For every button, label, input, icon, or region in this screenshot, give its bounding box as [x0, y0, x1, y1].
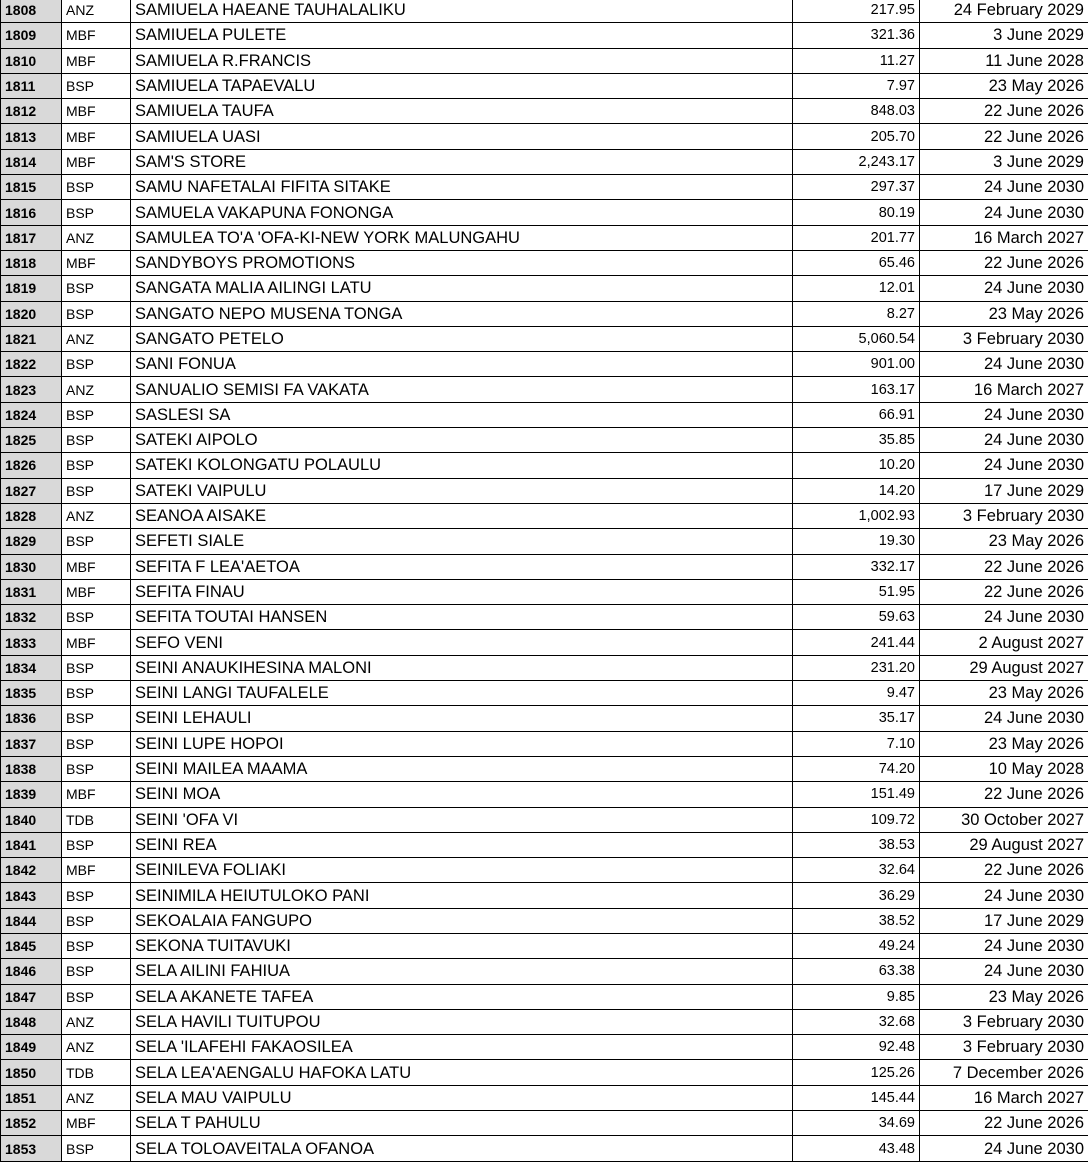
bank-code-cell: ANZ	[62, 225, 131, 250]
amount-cell: 43.48	[793, 1136, 920, 1161]
row-number-cell: 1828	[1, 503, 62, 528]
bank-code-cell: MBF	[62, 48, 131, 73]
bank-code-cell: BSP	[62, 1136, 131, 1161]
date-cell: 22 June 2026	[920, 554, 1088, 579]
account-name-cell: SAMIUELA TAUFA	[131, 99, 793, 124]
bank-code-cell: BSP	[62, 453, 131, 478]
amount-cell: 34.69	[793, 1111, 920, 1136]
table-row	[1, 326, 1088, 351]
amount-cell: 92.48	[793, 1035, 920, 1060]
table-row	[1, 200, 1088, 225]
row-number-cell: 1822	[1, 352, 62, 377]
table-row	[1, 1111, 1088, 1136]
row-number-cell: 1824	[1, 402, 62, 427]
table-row	[1, 782, 1088, 807]
row-number-cell: 1819	[1, 276, 62, 301]
date-cell: 23 May 2026	[920, 73, 1088, 98]
row-number-cell: 1830	[1, 554, 62, 579]
row-number-cell: 1823	[1, 377, 62, 402]
account-name-cell: SEINI LANGI TAUFALELE	[131, 681, 793, 706]
amount-cell: 36.29	[793, 883, 920, 908]
bank-code-cell: TDB	[62, 807, 131, 832]
row-number-cell: 1831	[1, 579, 62, 604]
bank-code-cell: MBF	[62, 1111, 131, 1136]
amount-cell: 38.53	[793, 832, 920, 857]
amount-cell: 9.85	[793, 984, 920, 1009]
account-name-cell: SEFETI SIALE	[131, 529, 793, 554]
account-name-cell: SATEKI KOLONGATU POLAULU	[131, 453, 793, 478]
row-number-cell: 1840	[1, 807, 62, 832]
row-number-cell: 1810	[1, 48, 62, 73]
date-cell: 24 June 2030	[920, 959, 1088, 984]
date-cell: 17 June 2029	[920, 908, 1088, 933]
date-cell: 24 June 2030	[920, 402, 1088, 427]
table-row	[1, 1035, 1088, 1060]
date-cell: 3 February 2030	[920, 1035, 1088, 1060]
row-number-cell: 1811	[1, 73, 62, 98]
amount-cell: 5,060.54	[793, 326, 920, 351]
row-number-cell: 1820	[1, 301, 62, 326]
table-row	[1, 832, 1088, 857]
bank-code-cell: MBF	[62, 99, 131, 124]
bank-code-cell: ANZ	[62, 377, 131, 402]
account-name-cell: SEFITA F LEA'AETOA	[131, 554, 793, 579]
table-row	[1, 48, 1088, 73]
row-number-cell: 1826	[1, 453, 62, 478]
table-row	[1, 959, 1088, 984]
date-cell: 22 June 2026	[920, 579, 1088, 604]
bank-code-cell: BSP	[62, 352, 131, 377]
table-row	[1, 124, 1088, 149]
amount-cell: 19.30	[793, 529, 920, 554]
date-cell: 16 March 2027	[920, 1085, 1088, 1110]
table-row	[1, 883, 1088, 908]
table-row	[1, 0, 1088, 23]
row-number-cell: 1841	[1, 832, 62, 857]
date-cell: 17 June 2029	[920, 478, 1088, 503]
account-name-cell: SAMULEA TO'A 'OFA-KI-NEW YORK MALUNGAHU	[131, 225, 793, 250]
row-number-cell: 1829	[1, 529, 62, 554]
table-row	[1, 933, 1088, 958]
row-number-cell: 1815	[1, 175, 62, 200]
amount-cell: 332.17	[793, 554, 920, 579]
amount-cell: 2,243.17	[793, 149, 920, 174]
date-cell: 22 June 2026	[920, 250, 1088, 275]
amount-cell: 297.37	[793, 175, 920, 200]
bank-code-cell: BSP	[62, 529, 131, 554]
account-name-cell: SELA TOLOAVEITALA OFANOA	[131, 1136, 793, 1161]
date-cell: 24 June 2030	[920, 883, 1088, 908]
bank-code-cell: BSP	[62, 655, 131, 680]
row-number-cell: 1845	[1, 933, 62, 958]
table-row	[1, 276, 1088, 301]
amount-cell: 14.20	[793, 478, 920, 503]
date-cell: 29 August 2027	[920, 655, 1088, 680]
row-number-cell: 1842	[1, 858, 62, 883]
date-cell: 23 May 2026	[920, 529, 1088, 554]
bank-code-cell: MBF	[62, 579, 131, 604]
account-name-cell: SEANOA AISAKE	[131, 503, 793, 528]
account-name-cell: SEINILEVA FOLIAKI	[131, 858, 793, 883]
date-cell: 3 February 2030	[920, 503, 1088, 528]
account-name-cell: SEKOALAIA FANGUPO	[131, 908, 793, 933]
bank-code-cell: BSP	[62, 908, 131, 933]
date-cell: 7 December 2026	[920, 1060, 1088, 1085]
date-cell: 22 June 2026	[920, 124, 1088, 149]
bank-code-cell: MBF	[62, 124, 131, 149]
bank-code-cell: MBF	[62, 23, 131, 48]
amount-cell: 205.70	[793, 124, 920, 149]
account-name-cell: SAM'S STORE	[131, 149, 793, 174]
account-name-cell: SANGATO PETELO	[131, 326, 793, 351]
bank-code-cell: BSP	[62, 706, 131, 731]
table-row	[1, 377, 1088, 402]
amount-cell: 1,002.93	[793, 503, 920, 528]
date-cell: 11 June 2028	[920, 48, 1088, 73]
account-name-cell: SEINI REA	[131, 832, 793, 857]
amount-cell: 32.68	[793, 1009, 920, 1034]
table-row	[1, 908, 1088, 933]
amount-cell: 9.47	[793, 681, 920, 706]
account-name-cell: SAMIUELA HAEANE TAUHALALIKU	[131, 0, 793, 23]
account-name-cell: SEINI LEHAULI	[131, 706, 793, 731]
amount-cell: 7.97	[793, 73, 920, 98]
bank-code-cell: BSP	[62, 428, 131, 453]
bank-code-cell: BSP	[62, 756, 131, 781]
table-row	[1, 352, 1088, 377]
row-number-cell: 1818	[1, 250, 62, 275]
table-row	[1, 478, 1088, 503]
date-cell: 3 February 2030	[920, 326, 1088, 351]
account-name-cell: SAMU NAFETALAI FIFITA SITAKE	[131, 175, 793, 200]
date-cell: 23 May 2026	[920, 731, 1088, 756]
row-number-cell: 1844	[1, 908, 62, 933]
table-row	[1, 1009, 1088, 1034]
amount-cell: 80.19	[793, 200, 920, 225]
date-cell: 22 June 2026	[920, 1111, 1088, 1136]
account-name-cell: SAMIUELA TAPAEVALU	[131, 73, 793, 98]
row-number-cell: 1832	[1, 605, 62, 630]
row-number-cell: 1821	[1, 326, 62, 351]
row-number-cell: 1827	[1, 478, 62, 503]
date-cell: 24 June 2030	[920, 605, 1088, 630]
table-row	[1, 984, 1088, 1009]
bank-code-cell: ANZ	[62, 1009, 131, 1034]
row-number-cell: 1814	[1, 149, 62, 174]
amount-cell: 63.38	[793, 959, 920, 984]
amount-cell: 231.20	[793, 655, 920, 680]
amount-cell: 66.91	[793, 402, 920, 427]
account-name-cell: SANGATA MALIA AILINGI LATU	[131, 276, 793, 301]
date-cell: 23 May 2026	[920, 301, 1088, 326]
account-name-cell: SASLESI SA	[131, 402, 793, 427]
account-name-cell: SELA LEA'AENGALU HAFOKA LATU	[131, 1060, 793, 1085]
bank-code-cell: TDB	[62, 1060, 131, 1085]
account-name-cell: SAMIUELA PULETE	[131, 23, 793, 48]
table-row	[1, 503, 1088, 528]
bank-code-cell: BSP	[62, 200, 131, 225]
table-row	[1, 402, 1088, 427]
amount-cell: 151.49	[793, 782, 920, 807]
table-row	[1, 554, 1088, 579]
date-cell: 10 May 2028	[920, 756, 1088, 781]
row-number-cell: 1816	[1, 200, 62, 225]
bank-code-cell: BSP	[62, 73, 131, 98]
date-cell: 24 June 2030	[920, 175, 1088, 200]
account-name-cell: SELA AILINI FAHIUA	[131, 959, 793, 984]
row-number-cell: 1817	[1, 225, 62, 250]
account-name-cell: SEINI 'OFA VI	[131, 807, 793, 832]
amount-cell: 32.64	[793, 858, 920, 883]
table-row	[1, 301, 1088, 326]
account-name-cell: SEFITA TOUTAI HANSEN	[131, 605, 793, 630]
date-cell: 24 June 2030	[920, 1136, 1088, 1161]
row-number-cell: 1812	[1, 99, 62, 124]
date-cell: 24 June 2030	[920, 276, 1088, 301]
date-cell: 24 June 2030	[920, 706, 1088, 731]
date-cell: 16 March 2027	[920, 377, 1088, 402]
table-row	[1, 1060, 1088, 1085]
amount-cell: 49.24	[793, 933, 920, 958]
amount-cell: 59.63	[793, 605, 920, 630]
account-name-cell: SANUALIO SEMISI FA VAKATA	[131, 377, 793, 402]
table-row	[1, 529, 1088, 554]
date-cell: 24 February 2029	[920, 0, 1088, 23]
account-name-cell: SANDYBOYS PROMOTIONS	[131, 250, 793, 275]
row-number-cell: 1838	[1, 756, 62, 781]
row-number-cell: 1852	[1, 1111, 62, 1136]
table-row	[1, 453, 1088, 478]
row-number-cell: 1853	[1, 1136, 62, 1161]
amount-cell: 848.03	[793, 99, 920, 124]
account-name-cell: SANI FONUA	[131, 352, 793, 377]
account-name-cell: SEINI LUPE HOPOI	[131, 731, 793, 756]
amount-cell: 125.26	[793, 1060, 920, 1085]
date-cell: 30 October 2027	[920, 807, 1088, 832]
table-row	[1, 655, 1088, 680]
bank-code-cell: BSP	[62, 933, 131, 958]
date-cell: 24 June 2030	[920, 352, 1088, 377]
amount-cell: 241.44	[793, 630, 920, 655]
row-number-cell: 1847	[1, 984, 62, 1009]
row-number-cell: 1849	[1, 1035, 62, 1060]
table-body	[1, 0, 1088, 1161]
account-name-cell: SAMIUELA UASI	[131, 124, 793, 149]
table-row	[1, 858, 1088, 883]
amount-cell: 217.95	[793, 0, 920, 23]
date-cell: 3 June 2029	[920, 149, 1088, 174]
date-cell: 29 August 2027	[920, 832, 1088, 857]
date-cell: 22 June 2026	[920, 782, 1088, 807]
bank-code-cell: BSP	[62, 681, 131, 706]
account-name-cell: SEINIMILA HEIUTULOKO PANI	[131, 883, 793, 908]
date-cell: 24 June 2030	[920, 200, 1088, 225]
amount-cell: 109.72	[793, 807, 920, 832]
bank-code-cell: ANZ	[62, 0, 131, 23]
row-number-cell: 1834	[1, 655, 62, 680]
account-name-cell: SELA HAVILI TUITUPOU	[131, 1009, 793, 1034]
bank-code-cell: BSP	[62, 605, 131, 630]
date-cell: 2 August 2027	[920, 630, 1088, 655]
amount-cell: 11.27	[793, 48, 920, 73]
date-cell: 22 June 2026	[920, 99, 1088, 124]
account-name-cell: SATEKI VAIPULU	[131, 478, 793, 503]
date-cell: 23 May 2026	[920, 681, 1088, 706]
date-cell: 3 June 2029	[920, 23, 1088, 48]
account-name-cell: SEINI ANAUKIHESINA MALONI	[131, 655, 793, 680]
account-name-cell: SAMIUELA R.FRANCIS	[131, 48, 793, 73]
account-name-cell: SEINI MOA	[131, 782, 793, 807]
account-name-cell: SEINI MAILEA MAAMA	[131, 756, 793, 781]
bank-code-cell: BSP	[62, 301, 131, 326]
row-number-cell: 1846	[1, 959, 62, 984]
account-name-cell: SANGATO NEPO MUSENA TONGA	[131, 301, 793, 326]
row-number-cell: 1850	[1, 1060, 62, 1085]
bank-code-cell: MBF	[62, 630, 131, 655]
row-number-cell: 1833	[1, 630, 62, 655]
row-number-cell: 1836	[1, 706, 62, 731]
date-cell: 23 May 2026	[920, 984, 1088, 1009]
row-number-cell: 1813	[1, 124, 62, 149]
table-row	[1, 807, 1088, 832]
bank-code-cell: BSP	[62, 731, 131, 756]
account-name-cell: SEFO VENI	[131, 630, 793, 655]
table-row	[1, 630, 1088, 655]
bank-code-cell: BSP	[62, 276, 131, 301]
row-number-cell: 1835	[1, 681, 62, 706]
account-name-cell: SEKONA TUITAVUKI	[131, 933, 793, 958]
amount-cell: 321.36	[793, 23, 920, 48]
amount-cell: 8.27	[793, 301, 920, 326]
table-row	[1, 225, 1088, 250]
amount-cell: 201.77	[793, 225, 920, 250]
table-row	[1, 250, 1088, 275]
table-row	[1, 99, 1088, 124]
account-name-cell: SATEKI AIPOLO	[131, 428, 793, 453]
amount-cell: 35.85	[793, 428, 920, 453]
table-row	[1, 149, 1088, 174]
bank-code-cell: MBF	[62, 250, 131, 275]
amount-cell: 74.20	[793, 756, 920, 781]
account-name-cell: SELA 'ILAFEHI FAKAOSILEA	[131, 1035, 793, 1060]
table-row	[1, 706, 1088, 731]
table-row	[1, 1136, 1088, 1161]
bank-code-cell: ANZ	[62, 503, 131, 528]
amount-cell: 12.01	[793, 276, 920, 301]
amount-cell: 10.20	[793, 453, 920, 478]
bank-code-cell: MBF	[62, 149, 131, 174]
row-number-cell: 1809	[1, 23, 62, 48]
table-row	[1, 579, 1088, 604]
table-row	[1, 73, 1088, 98]
table-row	[1, 1085, 1088, 1110]
bank-code-cell: MBF	[62, 554, 131, 579]
row-number-cell: 1808	[1, 0, 62, 23]
account-name-cell: SELA AKANETE TAFEA	[131, 984, 793, 1009]
date-cell: 3 February 2030	[920, 1009, 1088, 1034]
amount-cell: 38.52	[793, 908, 920, 933]
amount-cell: 163.17	[793, 377, 920, 402]
amount-cell: 145.44	[793, 1085, 920, 1110]
table-row	[1, 731, 1088, 756]
bank-code-cell: ANZ	[62, 326, 131, 351]
amount-cell: 7.10	[793, 731, 920, 756]
bank-code-cell: BSP	[62, 832, 131, 857]
table-row	[1, 23, 1088, 48]
table-row	[1, 175, 1088, 200]
amount-cell: 901.00	[793, 352, 920, 377]
row-number-cell: 1843	[1, 883, 62, 908]
bank-code-cell: BSP	[62, 478, 131, 503]
date-cell: 24 June 2030	[920, 453, 1088, 478]
bank-code-cell: BSP	[62, 175, 131, 200]
account-name-cell: SAMUELA VAKAPUNA FONONGA	[131, 200, 793, 225]
date-cell: 16 March 2027	[920, 225, 1088, 250]
row-number-cell: 1851	[1, 1085, 62, 1110]
amount-cell: 35.17	[793, 706, 920, 731]
date-cell: 24 June 2030	[920, 428, 1088, 453]
bank-code-cell: MBF	[62, 858, 131, 883]
row-number-cell: 1825	[1, 428, 62, 453]
account-name-cell: SEFITA FINAU	[131, 579, 793, 604]
bank-code-cell: BSP	[62, 883, 131, 908]
account-name-cell: SELA T PAHULU	[131, 1111, 793, 1136]
bank-code-cell: BSP	[62, 402, 131, 427]
bank-code-cell: BSP	[62, 959, 131, 984]
bank-code-cell: MBF	[62, 782, 131, 807]
row-number-cell: 1839	[1, 782, 62, 807]
bank-code-cell: BSP	[62, 984, 131, 1009]
date-cell: 24 June 2030	[920, 933, 1088, 958]
account-name-cell: SELA MAU VAIPULU	[131, 1085, 793, 1110]
bank-code-cell: ANZ	[62, 1035, 131, 1060]
row-number-cell: 1837	[1, 731, 62, 756]
row-number-cell: 1848	[1, 1009, 62, 1034]
table-row	[1, 428, 1088, 453]
table-row	[1, 605, 1088, 630]
amount-cell: 65.46	[793, 250, 920, 275]
bank-code-cell: ANZ	[62, 1085, 131, 1110]
date-cell: 22 June 2026	[920, 858, 1088, 883]
table-row	[1, 756, 1088, 781]
amount-cell: 51.95	[793, 579, 920, 604]
table-row	[1, 681, 1088, 706]
